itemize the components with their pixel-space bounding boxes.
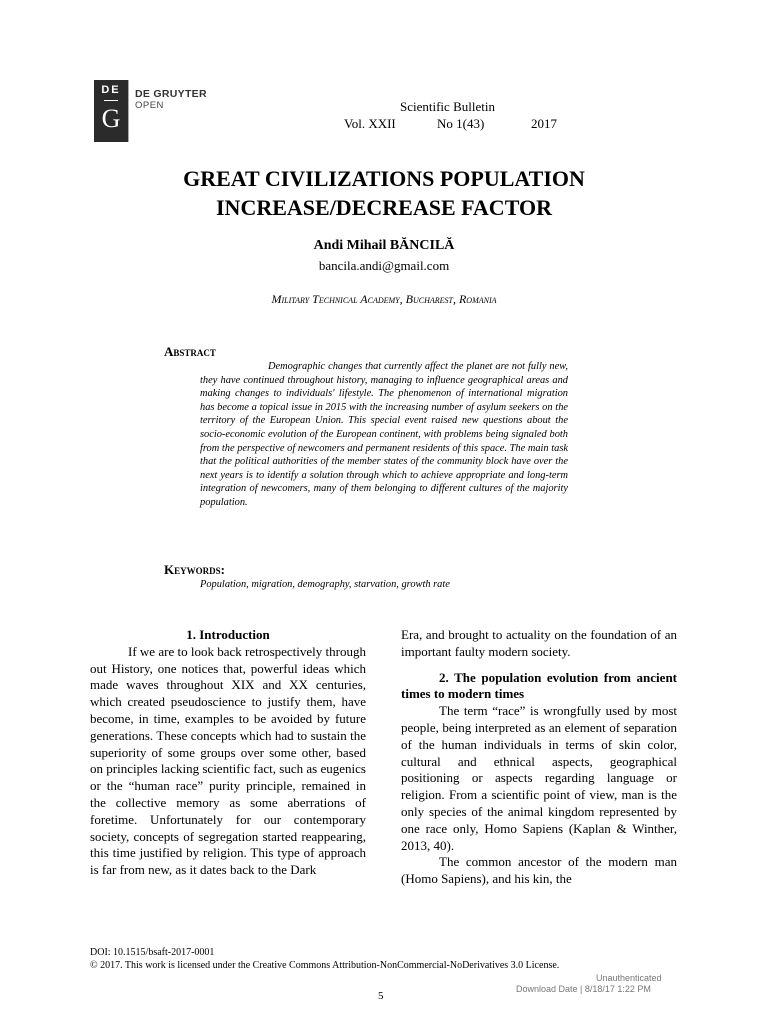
author-name: Andi Mihail BĂNCILĂ bbox=[313, 238, 455, 253]
logo-separator bbox=[128, 80, 129, 142]
license-line: © 2017. This work is licensed under the Creative Commons Attribution-NonCommercial-NoDerivatives 3.0 License. bbox=[90, 960, 560, 971]
publisher-sub: OPEN bbox=[135, 100, 164, 111]
doi-line: DOI: 10.1515/bsaft-2017-0001 bbox=[90, 947, 215, 958]
author-email: bancila.andi@gmail.com bbox=[318, 258, 450, 273]
section2-paragraph-1: The term “race” is wrongfully used by most people, being interpreted as an element of separation of the human individuals in terms of skin color, cultural and ethnical aspects, geographical positioning or aspects regarding language or religion. From a scientific point of view, man is the only species of the animal kingdom represented by one race only, Homo Sapiens (Kaplan & Winther, 2013, 40). bbox=[401, 703, 677, 853]
right-column bbox=[401, 627, 677, 888]
publisher-name: DE GRUYTER bbox=[135, 88, 207, 100]
abstract-text: Demographic changes that currently affect the planet are not fully new, they have continued throughout history, managing to influence geographical areas and making changes to individuals' lifestyle. The phenomenon of international migration has become a topical issue in 2015 with the increasing number of asylum seekers on the territory of the European Union. This special event raised new questions about the socio-economic evolution of the European continent, with problems being signaled both from the perspective of newcomers and permanent residents of this space. The main task that the political authorities of the member states of the community block have over the next years is to identify a solution through which to achieve appropriate and long-term integration of newcomers, many of them belonging to different cultures of the majority population. bbox=[200, 361, 568, 508]
section2-paragraph-2: The common ancestor of the modern man (Homo Sapiens), and his kin, the bbox=[401, 854, 677, 887]
paper-title: GREAT CIVILIZATIONS POPULATION INCREASE/DECREASE FACTOR bbox=[183, 166, 585, 220]
section2-heading: 2. The population evolution from ancient times to modern times bbox=[401, 669, 677, 702]
unauthenticated-stamp: Unauthenticated bbox=[596, 973, 662, 983]
intro-heading: 1. Introduction bbox=[186, 627, 270, 642]
logo-g-letter: G bbox=[101, 104, 121, 133]
download-date-stamp: Download Date | 8/18/17 1:22 PM bbox=[516, 984, 651, 994]
author-affiliation: Military Technical Academy, Bucharest, Romania bbox=[271, 292, 497, 306]
bulletin-year: 2017 bbox=[531, 116, 557, 131]
intro-paragraph: If we are to look back retrospectively through out History, one notices that, powerful ideas which made waves throughout XIX and XX centuries, which created pseudoscience to justify them, have become, in time, examples to be avoided by future generations. These concepts which had to sustain the superiority of some groups over some other, based on principles lacking scientific fact, such as eugenics or the “human race” purity principle, remained in the collective memory as some aberrations of foretime. Unfortunately for our contemporary society, concepts of segregation started reappearing, this time justified by religion. This type of approach is far from new, as it dates back to the Dark bbox=[90, 643, 366, 878]
bulletin-number: No 1(43) bbox=[437, 116, 485, 131]
keywords-text: Population, migration, demography, starvation, growth rate bbox=[200, 579, 450, 590]
logo-divider bbox=[104, 100, 118, 101]
keywords-heading: Keywords: bbox=[164, 562, 225, 577]
abstract-heading: Abstract bbox=[164, 344, 216, 359]
bulletin-name: Scientific Bulletin bbox=[400, 99, 495, 114]
bulletin-volume: Vol. XXII bbox=[344, 116, 396, 131]
logo-de-text: DE bbox=[101, 84, 121, 96]
page-number: 5 bbox=[378, 990, 384, 1002]
left-column bbox=[90, 627, 366, 879]
intro-paragraph-continued: Era, and brought to actuality on the foundation of an important faulty modern society. bbox=[401, 627, 677, 659]
publisher-logo bbox=[94, 80, 128, 142]
